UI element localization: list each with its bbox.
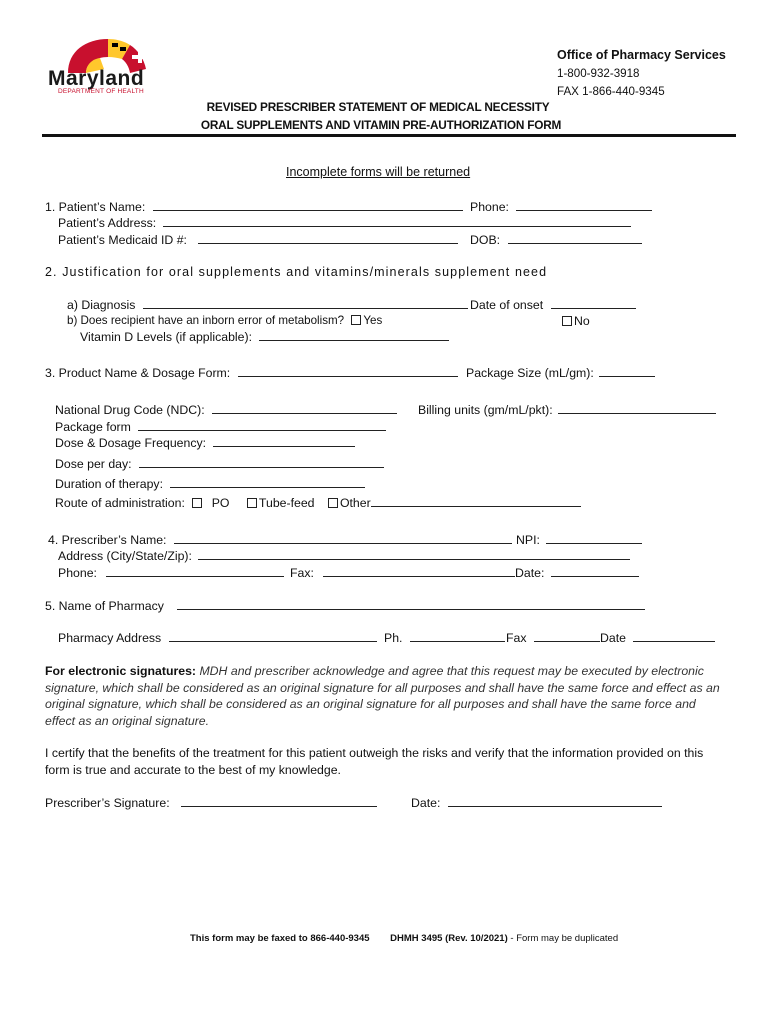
npi-label: NPI: — [516, 533, 540, 547]
route-other-field[interactable] — [371, 496, 581, 507]
pharmacy-address-field[interactable] — [169, 631, 377, 642]
logo-subtitle: DEPARTMENT OF HEALTH — [58, 88, 144, 95]
pharmacy-fax-field[interactable] — [534, 631, 600, 642]
prescriber-address-row — [58, 549, 630, 563]
prescriber-address-label: Address (City/State/Zip): — [58, 549, 192, 563]
patient-phone-row — [470, 200, 652, 214]
route-tube-checkbox[interactable] — [247, 498, 257, 508]
inborn-no — [562, 314, 590, 328]
pharmacy-address-label: Pharmacy Address — [58, 631, 162, 645]
pharmacy-date-row — [600, 631, 715, 645]
signature-label: Prescriber’s Signature: — [45, 796, 170, 810]
incomplete-notice: Incomplete forms will be returned — [286, 165, 471, 179]
pharmacy-date-label: Date — [600, 631, 626, 645]
onset-row — [470, 298, 636, 312]
signature-date-label: Date: — [411, 796, 441, 810]
prescriber-date-row — [515, 566, 639, 580]
dose-day-row — [55, 457, 384, 471]
diagnosis-field[interactable] — [143, 298, 468, 309]
package-form-field[interactable] — [138, 420, 386, 431]
route-label: Route of administration: — [55, 496, 185, 510]
prescriber-phone-label: Phone: — [58, 566, 97, 580]
patient-name-field[interactable] — [153, 200, 463, 211]
office-phone: 1-800-932-3918 — [557, 67, 640, 80]
footer-duplicate-note: - Form may be duplicated — [507, 933, 619, 944]
esig-text: MDH and prescriber acknowledge and agree that this request may be executed by electronic signature, which shall be considered as an original signature for all purposes and shall have the same force and effect as an original signature, which shall be considered as an original signature for all purposes and shall have the same force and effect as an original signature. — [45, 664, 720, 728]
billing-row — [418, 403, 716, 417]
pharmacy-date-field[interactable] — [633, 631, 715, 642]
product-label: 3. Product Name & Dosage Form: — [45, 366, 231, 380]
signature-date-field[interactable] — [448, 796, 662, 807]
certify-paragraph: I certify that the benefits of the treatment for this patient outweigh the risks and verify that the information provided on this form is true and accurate to the best of my knowledge. — [45, 746, 704, 777]
pharmacy-ph-row — [384, 631, 505, 645]
inborn-yes-label: Yes — [363, 314, 383, 327]
esig-paragraph — [45, 663, 725, 729]
onset-field[interactable] — [551, 298, 636, 309]
product-row — [45, 366, 458, 380]
pharmacy-fax-row — [506, 631, 600, 645]
footer — [190, 933, 618, 944]
office-name: Office of Pharmacy Services — [557, 48, 726, 62]
prescriber-date-field[interactable] — [551, 566, 639, 577]
patient-name-label: 1. Patient’s Name: — [45, 200, 146, 214]
medicaid-field[interactable] — [198, 233, 458, 244]
prescriber-row — [48, 533, 512, 547]
dob-field[interactable] — [508, 233, 642, 244]
signature-field[interactable] — [181, 796, 377, 807]
npi-row — [516, 533, 642, 547]
prescriber-address-field[interactable] — [198, 549, 630, 560]
inborn-label: b) Does recipient have an inborn error of metabolism? — [67, 314, 345, 327]
office-fax: FAX 1-866-440-9345 — [557, 85, 665, 98]
medicaid-row — [58, 233, 458, 247]
title-rule — [42, 134, 736, 137]
onset-label: Date of onset — [470, 298, 544, 312]
prescriber-fax-row — [290, 566, 515, 580]
maryland-logo — [46, 33, 171, 95]
pharmacy-fax-label: Fax — [506, 631, 527, 645]
duration-field[interactable] — [170, 477, 365, 488]
billing-label: Billing units (gm/mL/pkt): — [418, 403, 553, 417]
package-form-row — [55, 420, 386, 434]
route-other-checkbox[interactable] — [328, 498, 338, 508]
patient-address-row — [58, 216, 631, 230]
patient-phone-field[interactable] — [516, 200, 652, 211]
ndc-field[interactable] — [212, 403, 397, 414]
route-po-label: PO — [211, 496, 230, 510]
pharmacy-name-label: 5. Name of Pharmacy — [45, 599, 164, 613]
inborn-no-checkbox[interactable] — [562, 316, 572, 326]
pharmacy-name-field[interactable] — [177, 599, 645, 610]
form-title-line1: REVISED PRESCRIBER STATEMENT OF MEDICAL NECESSITY — [206, 100, 550, 114]
ndc-label: National Drug Code (NDC): — [55, 403, 205, 417]
package-form-label: Package form — [55, 420, 131, 434]
vitd-row — [80, 330, 449, 344]
package-size-row — [466, 366, 655, 380]
signature-row — [45, 796, 377, 810]
product-field[interactable] — [238, 366, 458, 377]
pharmacy-name-row — [45, 599, 645, 613]
package-size-label: Package Size (mL/gm): — [466, 366, 594, 380]
dose-freq-row — [55, 436, 355, 450]
dose-day-label: Dose per day: — [55, 457, 132, 471]
patient-name-row — [45, 200, 463, 214]
dob-label: DOB: — [470, 233, 501, 247]
dob-row — [470, 233, 642, 247]
signature-date-row — [411, 796, 662, 810]
dose-freq-label: Dose & Dosage Frequency: — [55, 436, 207, 450]
route-other-label: Other — [339, 496, 371, 510]
prescriber-phone-row — [58, 566, 284, 580]
vitd-label: Vitamin D Levels (if applicable): — [80, 330, 253, 344]
pharmacy-ph-field[interactable] — [410, 631, 505, 642]
footer-form-id: DHMH 3495 (Rev. 10/2021) — [390, 933, 508, 944]
esig-label: For electronic signatures: — [45, 664, 197, 678]
ndc-row — [55, 403, 397, 417]
prescriber-phone-field[interactable] — [106, 566, 284, 577]
package-size-field[interactable] — [599, 366, 655, 377]
patient-phone-label: Phone: — [470, 200, 509, 214]
section2-heading: 2. Justification for oral supplements and vitamins/minerals supplement need — [45, 265, 548, 279]
dose-freq-field[interactable] — [213, 436, 355, 447]
diagnosis-label: a) Diagnosis — [67, 298, 136, 312]
prescriber-fax-label: Fax: — [290, 566, 314, 580]
route-row — [55, 496, 581, 510]
npi-field[interactable] — [546, 533, 642, 544]
patient-address-label: Patient’s Address: — [58, 216, 157, 230]
duration-row — [55, 477, 365, 491]
logo-wordmark: Maryland — [48, 67, 145, 90]
inborn-yes-checkbox[interactable] — [351, 315, 361, 325]
route-tube-label: Tube-feed — [258, 496, 315, 510]
diagnosis-row — [67, 298, 468, 312]
inborn-row — [67, 314, 382, 327]
pharmacy-ph-label: Ph. — [384, 631, 403, 645]
form-title-line2: ORAL SUPPLEMENTS AND VITAMIN PRE-AUTHORIZATION FORM — [200, 118, 562, 132]
prescriber-label: 4. Prescriber’s Name: — [48, 533, 167, 547]
medicaid-label: Patient’s Medicaid ID #: — [58, 233, 187, 247]
billing-field[interactable] — [558, 403, 716, 414]
route-po-checkbox[interactable] — [192, 498, 202, 508]
patient-address-field[interactable] — [163, 216, 631, 227]
footer-fax-note: This form may be faxed to 866-440-9345 — [190, 933, 370, 944]
dose-day-field[interactable] — [139, 457, 384, 468]
duration-label: Duration of therapy: — [55, 477, 164, 491]
prescriber-fax-field[interactable] — [323, 566, 515, 577]
inborn-no-label: No — [574, 314, 590, 328]
vitd-field[interactable] — [259, 330, 449, 341]
prescriber-field[interactable] — [174, 533, 512, 544]
pharmacy-address-row — [58, 631, 377, 645]
prescriber-date-label: Date: — [515, 566, 545, 580]
